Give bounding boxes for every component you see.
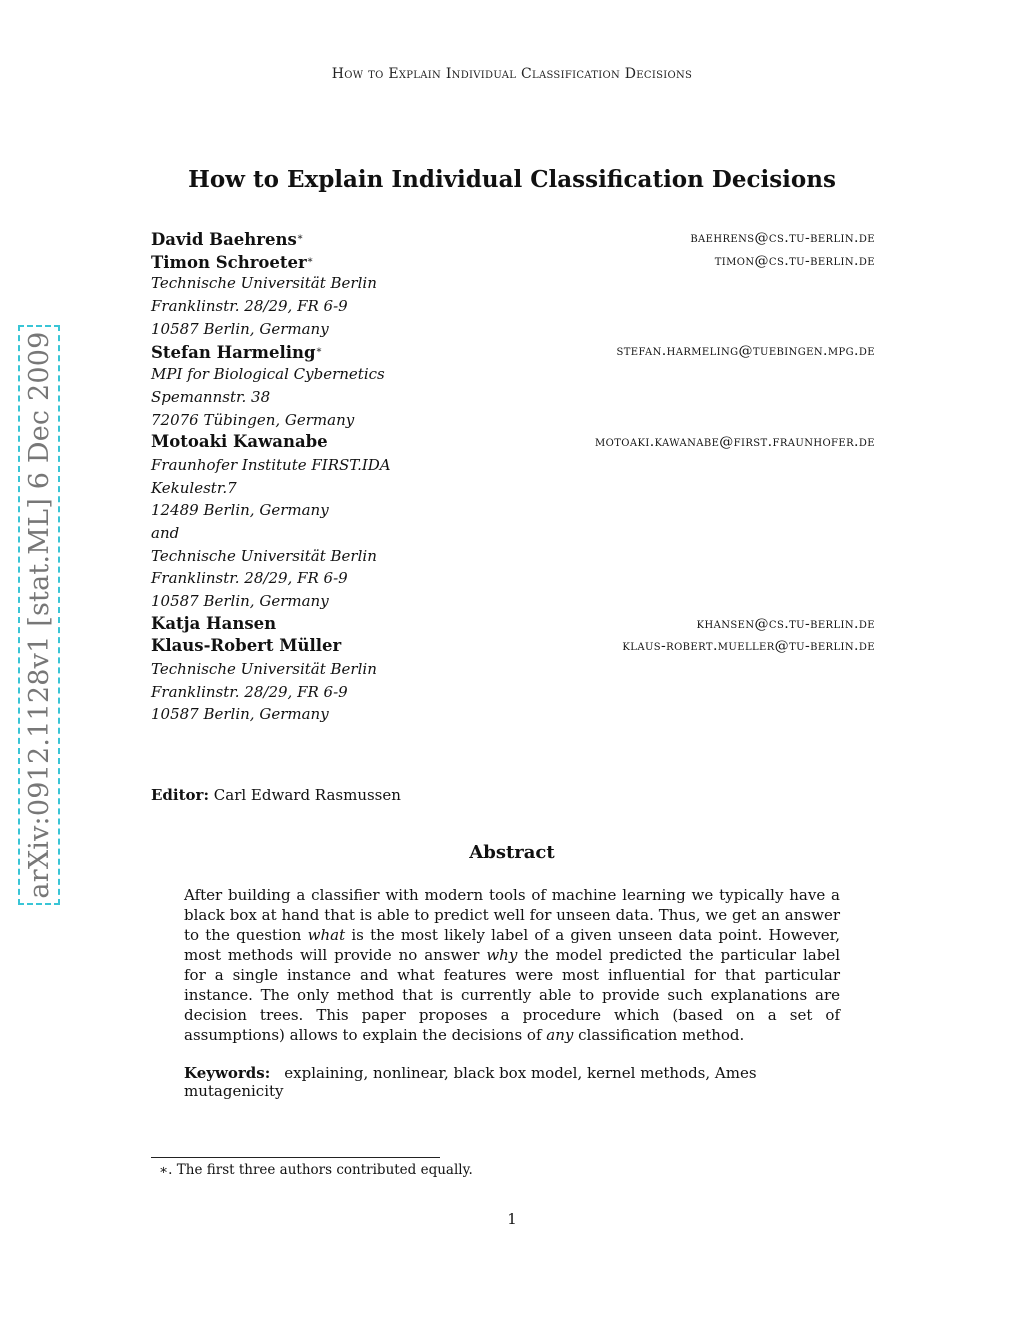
abstract-emphasis: any bbox=[546, 1026, 574, 1044]
author-name-text: Klaus-Robert Müller bbox=[151, 636, 342, 656]
affiliation-line: 72076 Tübingen, Germany bbox=[151, 410, 355, 429]
author-name-text: Katja Hansen bbox=[151, 613, 277, 633]
author-name-text: David Baehrens bbox=[151, 230, 297, 249]
running-head: How to Explain Individual Classification Decisions bbox=[331, 66, 693, 82]
author-row bbox=[151, 635, 875, 658]
affiliation-line: Franklinstr. 28/29, FR 6-9 bbox=[151, 569, 348, 588]
abstract-text: the model predicted the particular label for a single instance and what features were most influential for that particular instance. The only method that is currently able to provide such explanations are decision trees. This paper proposes a procedure which (based on a set of assumptions) allows to explain the decisions of bbox=[184, 946, 840, 1044]
author-name bbox=[151, 227, 304, 250]
author-name bbox=[151, 635, 341, 658]
keywords-line bbox=[184, 1064, 844, 1100]
author-name bbox=[151, 431, 328, 454]
abstract-text: is the most likely label of a given unseen data point. However, most methods will provide no answer bbox=[184, 926, 840, 964]
affiliation-line: Spemannstr. 38 bbox=[151, 387, 271, 406]
affiliation-line: Fraunhofer Institute FIRST.IDA bbox=[151, 455, 391, 474]
footnote: ∗. The first three authors contributed equally. bbox=[159, 1162, 473, 1178]
footnote-marker: ∗ bbox=[315, 345, 323, 357]
author-row bbox=[151, 340, 875, 363]
author-name bbox=[151, 613, 276, 636]
author-name-text: Motoaki Kawanabe bbox=[151, 432, 328, 452]
abstract-heading: Abstract bbox=[469, 842, 555, 863]
author-row bbox=[151, 227, 875, 250]
abstract-text: After building a classifier with modern tools of machine learning we typically have a black box at hand that is able to predict well for unseen data. Thus, we get an answer to the question bbox=[184, 886, 840, 944]
footnote-rule bbox=[151, 1157, 440, 1158]
author-row bbox=[151, 250, 875, 273]
affiliation-line: Technische Universität Berlin bbox=[151, 274, 377, 293]
author-name bbox=[151, 250, 314, 273]
author-email-link[interactable]: motoaki.kawanabe@first.fraunhofer.de bbox=[594, 434, 875, 451]
affiliation-line: 12489 Berlin, Germany bbox=[151, 501, 329, 520]
author-email-link[interactable]: stefan.harmeling@tuebingen.mpg.de bbox=[616, 343, 875, 360]
affiliation-line: Technische Universität Berlin bbox=[151, 660, 377, 679]
affiliation-line: Technische Universität Berlin bbox=[151, 546, 377, 565]
abstract-emphasis: what bbox=[307, 926, 346, 944]
footnote-marker: ∗ bbox=[306, 254, 314, 266]
author-email-link[interactable]: klaus-robert.mueller@tu-berlin.de bbox=[622, 638, 875, 655]
author-name-text: Stefan Harmeling bbox=[151, 343, 316, 363]
arxiv-identifier-stamp[interactable]: arXiv:0912.1128v1 [stat.ML] 6 Dec 2009 bbox=[18, 325, 60, 905]
paper-title: How to Explain Individual Classification Decisions bbox=[188, 166, 836, 193]
affiliation-line: Franklinstr. 28/29, FR 6-9 bbox=[151, 297, 348, 316]
affiliation-line: 10587 Berlin, Germany bbox=[151, 319, 329, 338]
editor-line bbox=[151, 786, 401, 804]
affiliation-line: Kekulestr.7 bbox=[151, 478, 237, 497]
author-name bbox=[151, 340, 322, 363]
author-row bbox=[151, 431, 875, 454]
abstract-text: classification method. bbox=[573, 1026, 745, 1044]
author-block bbox=[151, 227, 875, 726]
author-email-link[interactable]: baehrens@cs.tu-berlin.de bbox=[690, 230, 875, 246]
affiliation-line: 10587 Berlin, Germany bbox=[151, 592, 329, 610]
author-email-link[interactable]: timon@cs.tu-berlin.de bbox=[714, 252, 875, 269]
author-email-link[interactable]: khansen@cs.tu-berlin.de bbox=[696, 615, 875, 632]
affiliation-line: and bbox=[151, 523, 180, 542]
author-row bbox=[151, 613, 875, 636]
editor-label: Editor: bbox=[151, 786, 209, 804]
editor-name: Carl Edward Rasmussen bbox=[213, 786, 401, 804]
keywords-label: Keywords: bbox=[184, 1064, 271, 1082]
footnote-marker: ∗ bbox=[296, 232, 304, 243]
page-number: 1 bbox=[507, 1210, 517, 1228]
affiliation-line: 10587 Berlin, Germany bbox=[151, 705, 329, 724]
abstract-body bbox=[184, 885, 840, 1045]
keywords-text: explaining, nonlinear, black box model, kernel methods, Ames mutagenicity bbox=[184, 1064, 757, 1100]
abstract-emphasis: why bbox=[486, 946, 518, 964]
affiliation-line: MPI for Biological Cybernetics bbox=[151, 365, 385, 384]
affiliation-line: Franklinstr. 28/29, FR 6-9 bbox=[151, 682, 348, 701]
author-name-text: Timon Schroeter bbox=[151, 252, 307, 272]
